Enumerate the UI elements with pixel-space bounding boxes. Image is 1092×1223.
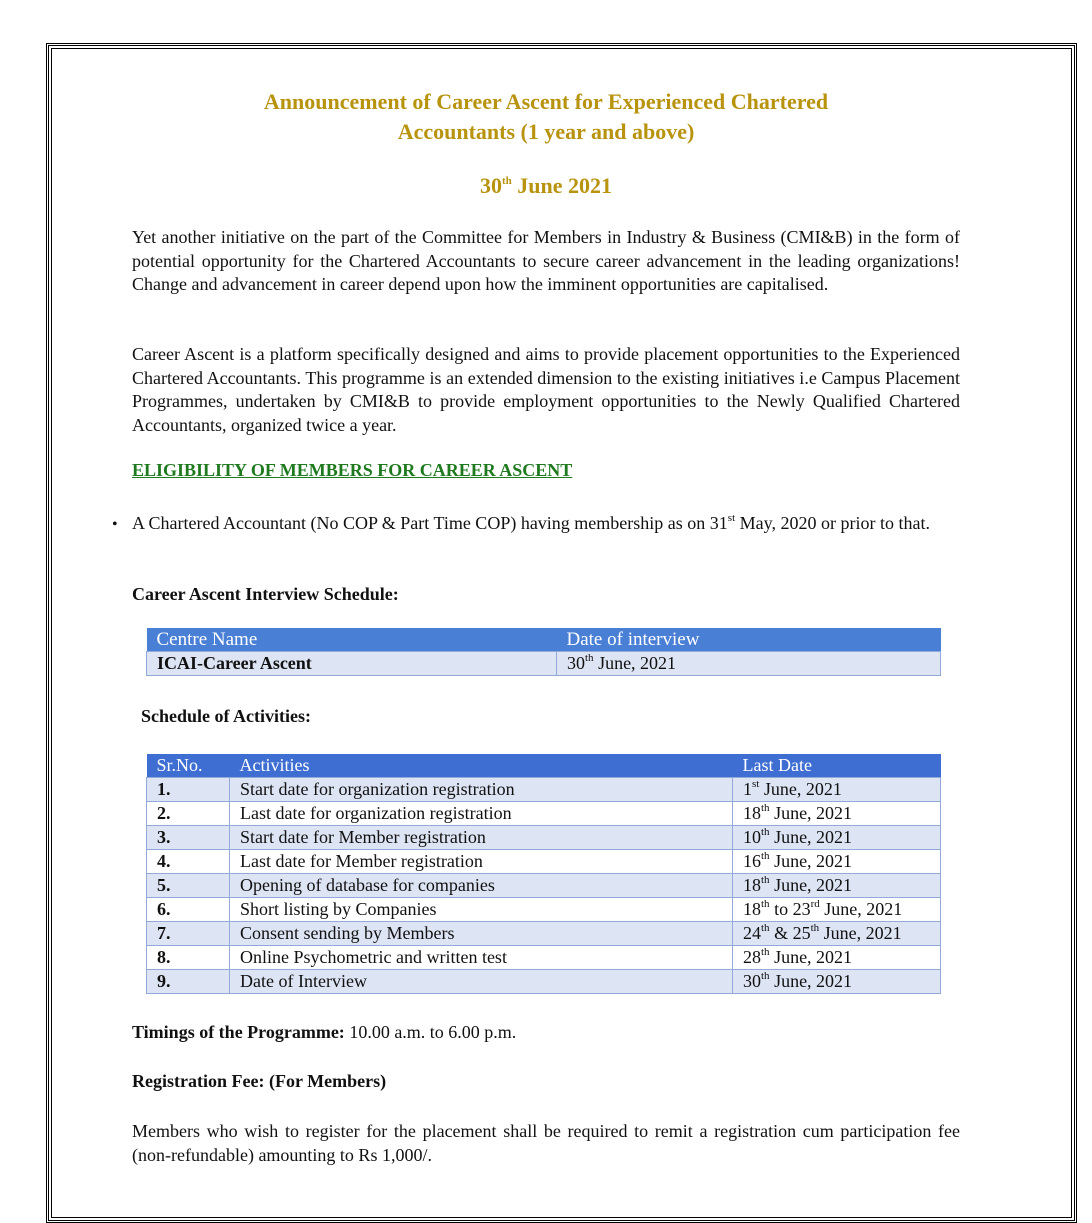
eligibility-bullet-text: A Chartered Accountant (No COP & Part Time COP) having membership as on 31st May, 2020 or prior to that. (132, 512, 930, 533)
bullet-icon: • (112, 516, 118, 533)
sr-no-cell: 7. (147, 922, 230, 946)
last-date-cell: 28th June, 2021 (733, 946, 941, 970)
table-row (147, 826, 941, 850)
intro-paragraph-2: Career Ascent is a platform specifically designed and aims to provide placement opportunities to the Experienced Chartered Accountants. This programme is an extended dimension to the existing initiatives i.e Campus Placement Programmes, undertaken by CMI&B to provide employment opportunities to the Newly Qualified Chartered Accountants, organized twice a year. (132, 344, 960, 435)
activity-cell: Start date for Member registration (230, 826, 733, 850)
registration-fee-label: Registration Fee: (For Members) (132, 1071, 387, 1091)
sr-no-cell: 8. (147, 946, 230, 970)
table-row (147, 778, 941, 802)
activity-cell: Short listing by Companies (230, 898, 733, 922)
interview-table-header (147, 628, 941, 652)
last-date-cell: 30th June, 2021 (733, 970, 941, 994)
timings-line (132, 1021, 960, 1045)
table-row (147, 802, 941, 826)
registration-fee-text: Members who wish to register for the placement shall be required to remit a registration cum participation fee (non-refundable) amounting to Rs 1,000/. (132, 1121, 960, 1165)
announcement-date: 30th June 2021 (479, 173, 613, 198)
timings-value: 10.00 a.m. to 6.00 p.m. (344, 1022, 517, 1042)
header-last-date: Last Date (733, 754, 941, 778)
sr-no-cell: 9. (147, 970, 230, 994)
last-date-cell: 16th June, 2021 (733, 850, 941, 874)
activity-cell: Start date for organization registration (230, 778, 733, 802)
table-row (147, 652, 941, 676)
sr-no-cell: 2. (147, 802, 230, 826)
last-date-cell: 24th & 25th June, 2021 (733, 922, 941, 946)
activities-table (146, 754, 941, 994)
sr-no-cell: 6. (147, 898, 230, 922)
header-centre-name: Centre Name (147, 628, 557, 652)
interview-date-cell: 30th June, 2021 (557, 652, 941, 676)
header-sr-no: Sr.No. (147, 754, 230, 778)
last-date-cell: 1st June, 2021 (733, 778, 941, 802)
header-date-of-interview: Date of interview (557, 628, 941, 652)
interview-schedule-label: Career Ascent Interview Schedule: (132, 584, 399, 604)
table-row (147, 946, 941, 970)
last-date-cell: 18th June, 2021 (733, 874, 941, 898)
sr-no-cell: 4. (147, 850, 230, 874)
intro-paragraph-1: Yet another initiative on the part of the Committee for Members in Industry & Business (CMI&B) in the form of potential opportunity for the Chartered Accountants to secure career advancement in the leading organizations! Change and advancement in career depend upon how the imminent opportunities are capitalised. (132, 227, 960, 294)
sr-no-cell: 5. (147, 874, 230, 898)
interview-table (146, 628, 941, 676)
title-line-1: Announcement of Career Ascent for Experienced Chartered (263, 89, 829, 114)
timings-label: Timings of the Programme: (132, 1022, 345, 1042)
last-date-cell: 18th to 23rd June, 2021 (733, 898, 941, 922)
table-row (147, 922, 941, 946)
sr-no-cell: 1. (147, 778, 230, 802)
title-line-2: Accountants (1 year and above) (397, 119, 695, 144)
centre-name-cell: ICAI-Career Ascent (147, 652, 557, 676)
activity-cell: Consent sending by Members (230, 922, 733, 946)
last-date-cell: 18th June, 2021 (733, 802, 941, 826)
activity-cell: Last date for Member registration (230, 850, 733, 874)
table-row (147, 850, 941, 874)
header-activities: Activities (230, 754, 733, 778)
eligibility-heading: ELIGIBILITY OF MEMBERS FOR CAREER ASCENT (132, 460, 573, 480)
activity-cell: Online Psychometric and written test (230, 946, 733, 970)
table-row (147, 874, 941, 898)
table-row (147, 898, 941, 922)
activity-cell: Date of Interview (230, 970, 733, 994)
last-date-cell: 10th June, 2021 (733, 826, 941, 850)
activity-cell: Last date for organization registration (230, 802, 733, 826)
activity-cell: Opening of database for companies (230, 874, 733, 898)
table-row (147, 970, 941, 994)
activities-label: Schedule of Activities: (141, 706, 311, 726)
activities-table-header (147, 754, 941, 778)
sr-no-cell: 3. (147, 826, 230, 850)
